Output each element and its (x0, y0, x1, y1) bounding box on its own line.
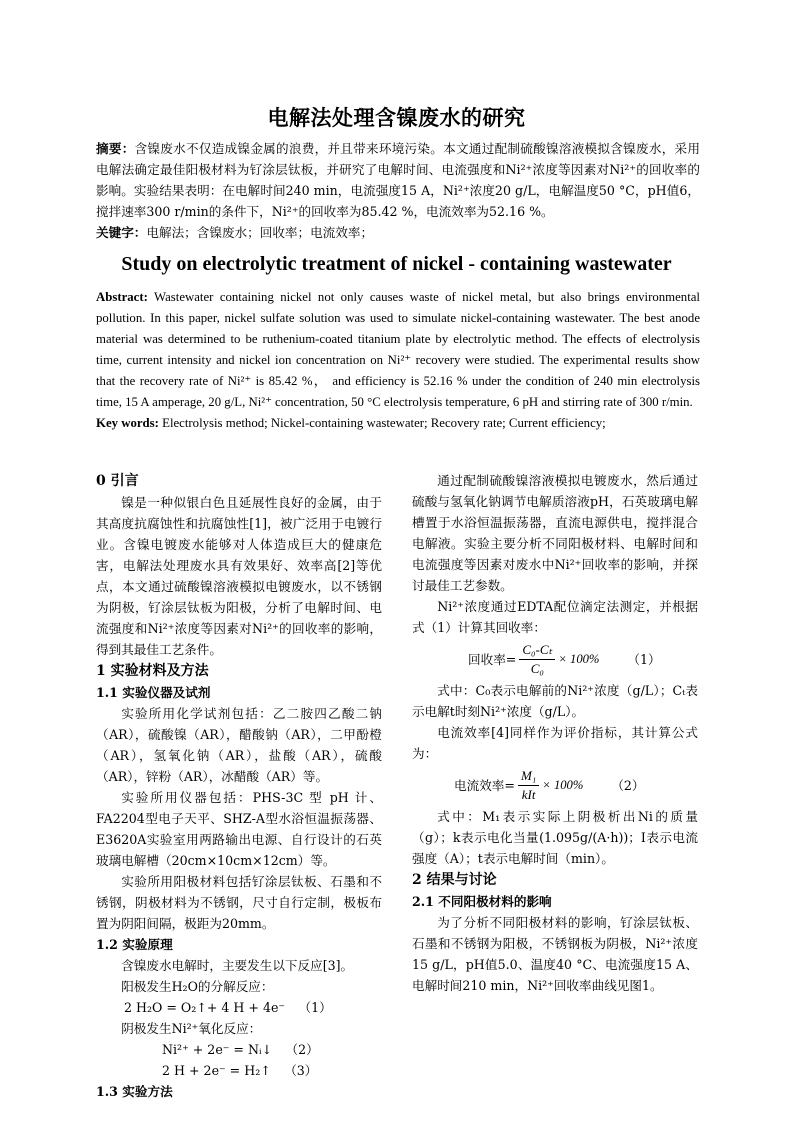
instruments-paragraph: 实验所用仪器包括：PHS-3C 型 pH 计、FA2204型电子天平、SHZ-A型水浴恒温振荡器、E3620A实验室用两路输出电源、自行设计的石英玻璃电解槽（20cm×10cm×12cm）等。 (96, 790, 382, 868)
equation-3-body: 2 H + 2e⁻ = H₂↑ (162, 1063, 271, 1078)
equation-2-number: （2） (285, 1042, 319, 1057)
section-heading-materials: 1 实验材料及方法 (96, 663, 209, 679)
formula-recovery-numerator: C₀-Cₜ (519, 641, 555, 660)
efficiency-explanation: 式中：M₁表示实际上阴极析出Ni的质量（g）；k表示电化当量(1.095g/(A·h))；I表示电流强度（A）；t表示电解时间（min）。 (412, 809, 698, 866)
efficiency-intro: 电流效率[4]同样作为评价指标，其计算公式为： (412, 725, 698, 761)
abstract-text-en: Wastewater containing nickel not only causes waste of nickel metal, but also brings environmental pollution. In this paper, nickel sulfate solution was used to simulate nickel-containing wastewater. The best anode material was determined to be ruthenium-coated titanium plate by electrolytic method. The effects of electrolysis time, current intensity and nickel ion concentration on Ni²⁺ recovery were studied. The experimental results show that the recovery rate of Ni²⁺ is 85.42 %， and efficiency is 52.16 % under the condition of 240 min electrolysis time, 15 A amperage, 20 g/L, Ni²⁺ concentration, 50 °C electrolysis temperature, 6 pH and stirring rate of 300 r/min. (96, 290, 700, 409)
anode-paragraph: 为了分析不同阳极材料的影响，钌涂层钛板、石墨和不锈钢为阳极，不锈钢板为阴极，Ni²⁺浓度15 g/L，pH值5.0、温度40 °C、电流强度15 A、电解时间210 min，Ni²⁺回收率曲线见图1。 (412, 915, 698, 993)
reagents-paragraph: 实验所用化学试剂包括：乙二胺四乙酸二钠（AR），硫酸镍（AR），醋酸钠（AR），二甲酚橙（AR），氢氧化钠（AR），盐酸（AR），硫酸（AR），锌粉（AR），冰醋酸（AR）等。 (96, 706, 382, 784)
subsection-heading-instruments: 1.1 实验仪器及试剂 (96, 685, 211, 700)
equation-1-body: 2 H₂O = O₂↑+ 4 H + 4e⁻ (124, 1000, 286, 1015)
chinese-abstract (96, 138, 700, 243)
anode-reaction-text: 阳极发生H₂O的分解反应： (121, 979, 274, 994)
chinese-title: 电解法处理含镍废水的研究 (267, 105, 526, 130)
left-column (96, 470, 382, 1102)
formula-efficiency-lhs: 电流效率= (454, 777, 515, 793)
abstract-label-cn: 摘要： (96, 141, 135, 156)
subsection-heading-principle: 1.2 实验原理 (96, 937, 173, 952)
formula-recovery (412, 638, 698, 680)
formula-efficiency-rhs: × 100% (542, 777, 584, 792)
recovery-explanation: 式中：C₀表示电解前的Ni²⁺浓度（g/L）；Cₜ表示电解t时刻Ni²⁺浓度（g/L）。 (412, 683, 698, 719)
english-abstract (96, 287, 700, 434)
section-heading-results: 2 结果与讨论 (412, 872, 497, 888)
formula-recovery-lhs: 回收率= (468, 651, 517, 667)
formula-efficiency (412, 764, 698, 806)
electrodes-paragraph: 实验所用阳极材料包括钌涂层钛板、石墨和不锈钢，阴极材料为不锈钢，尺寸自行定制，极板布置为阴阳间隔，极距为20mm。 (96, 874, 382, 931)
formula-efficiency-denominator: kIt (521, 786, 536, 802)
formula-recovery-number: （1） (627, 651, 661, 667)
formula-efficiency-number: （2） (611, 777, 645, 793)
equation-3 (96, 1060, 382, 1081)
method-paragraph: 通过配制硫酸镍溶液模拟电镀废水，然后通过硫酸与氢氧化钠调节电解质溶液pH，石英玻璃电解槽置于水浴恒温振荡器，直流电源供电，搅拌混合电解液。实验主要分析不同阳极材料、电解时间和电流强度等因素对废水中Ni²⁺回收率的影响，并探讨最佳工艺参数。 (412, 473, 698, 593)
formula-efficiency-fraction (518, 767, 539, 804)
equation-1 (96, 997, 382, 1018)
subsection-heading-method: 1.3 实验方法 (96, 1084, 173, 1099)
formula-recovery-fraction (519, 641, 555, 678)
formula-efficiency-numerator: M₁ (518, 767, 539, 786)
formula-recovery-denominator: C₀ (530, 660, 544, 676)
principle-paragraph: 含镍废水电解时，主要发生以下反应[3]。 (121, 958, 354, 973)
keywords-text-en: Electrolysis method; Nickel-containing wastewater; Recovery rate; Current efficiency; (158, 416, 606, 430)
recovery-method-paragraph: Ni²⁺浓度通过EDTA配位滴定法测定，并根据式（1）计算其回收率： (412, 599, 698, 635)
equation-3-number: （3） (284, 1063, 318, 1078)
section-heading-intro: 0 引言 (96, 473, 139, 489)
equation-2 (96, 1039, 382, 1060)
equation-1-number: （1） (298, 1000, 332, 1015)
keywords-label-cn: 关键字： (96, 225, 147, 240)
intro-paragraph: 镍是一种似银白色且延展性良好的金属，由于其高度抗腐蚀性和抗腐蚀性[1]，被广泛用于电镀行业。含镍电镀废水能够对人体造成巨大的健康危害，电解法处理废水具有效果好、效率高[2]等优点，本文通过硫酸镍溶液模拟电镀废水，以不锈钢为阴极，钌涂层钛板为阳极，分析了电解时间、电流强度和Ni²⁺浓度等因素对Ni²⁺的回收率的影响，得到其最佳工艺条件。 (96, 495, 382, 657)
abstract-label-en: Abstract: (96, 290, 148, 304)
english-title: Study on electrolytic treatment of nickel - containing wastewater (121, 253, 672, 275)
abstract-text-cn: 含镍废水不仅造成镍金属的浪费，并且带来环境污染。本文通过配制硫酸镍溶液模拟含镍废水，采用电解法确定最佳阳极材料为钌涂层钛板，并研究了电解时间、电流强度和Ni²⁺浓度等因素对Ni²⁺的回收率的影响。实验结果表明：在电解时间240 min，电流强度15 A，Ni²⁺浓度20 g/L，电解温度50 °C，pH值6，搅拌速率300 r/min的条件下，Ni²⁺的回收率为85.42 %，电流效率为52.16 %。 (96, 141, 701, 219)
equation-2-body: Ni²⁺ + 2e⁻ = Nᵢ↓ (162, 1042, 273, 1057)
subsection-heading-anode: 2.1 不同阳极材料的影响 (412, 894, 552, 909)
right-column (412, 470, 698, 996)
keywords-label-en: Key words: (96, 416, 159, 430)
cathode-reaction-text: 阴极发生Ni²⁺氧化反应： (121, 1021, 262, 1036)
formula-recovery-rhs: × 100% (558, 651, 600, 666)
keywords-text-cn: 电解法；含镍废水；回收率；电流效率； (146, 225, 374, 240)
